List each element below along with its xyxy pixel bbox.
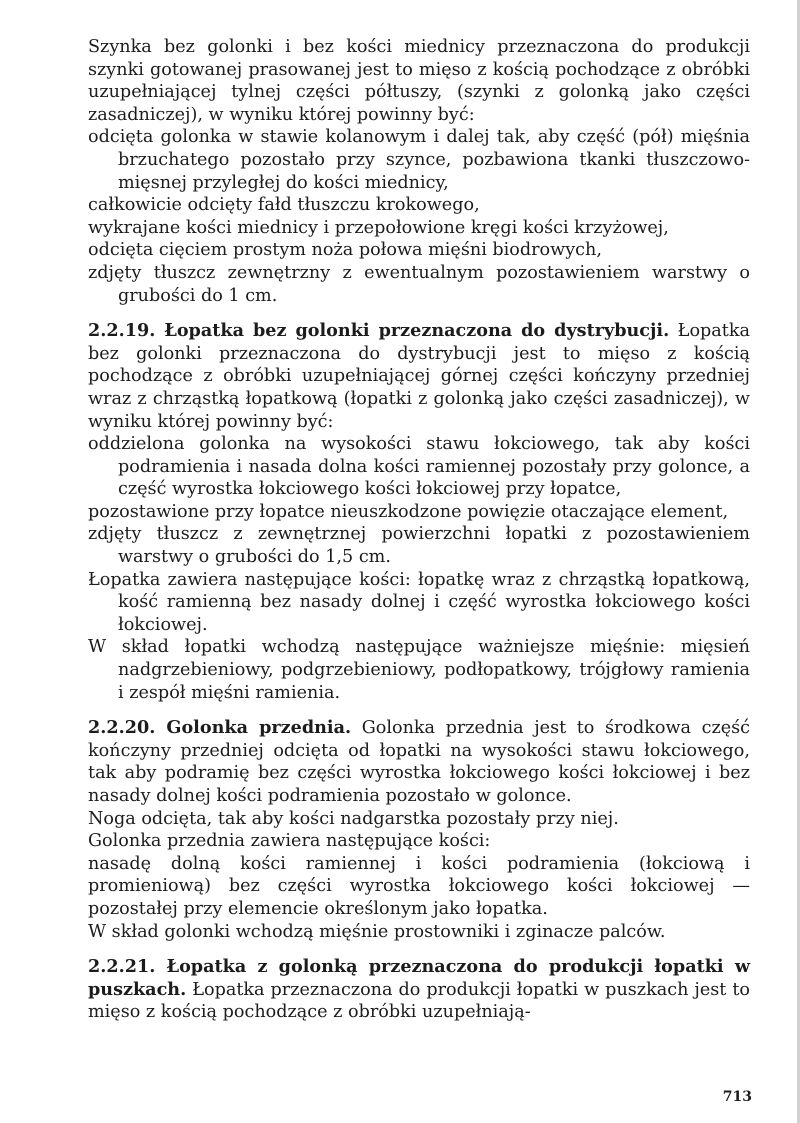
section-2-2-21: [88, 956, 750, 1024]
paragraph: [88, 320, 750, 433]
section-2-2-19: [88, 320, 750, 704]
list-item: odcięta golonka w stawie kolanowym i dalej tak, aby część (pół) mięśnia brzuchatego pozostało przy szynce, pozbawiona tkanki tłuszczowo-mięsnej przyległej do kości miednicy,: [88, 127, 750, 193]
page-number: 713: [722, 1089, 752, 1105]
section-2-2-20: [88, 717, 750, 943]
paragraph: Noga odcięta, tak aby kości nadgarstka pozostały przy niej.: [88, 808, 619, 829]
section-heading: 2.2.19. Łopatka bez golonki przeznaczona do dystrybucji.: [88, 320, 670, 342]
section-heading: 2.2.20. Golonka przednia.: [88, 717, 352, 739]
list-item: odcięta cięciem prostym noża połowa mięśni biodrowych,: [88, 240, 602, 261]
list-item: całkowicie odcięty fałd tłuszczu krokowego,: [88, 195, 480, 216]
paragraph: Łopatka zawiera następujące kości: łopatkę wraz z chrząstką łopatkową, kość ramienną bez nasady dolnej i część wyrostka łokciowego kości łokciowej.: [88, 569, 750, 635]
list-item: wykrajane kości miednicy i przepołowione kręgi kości krzyżowej,: [88, 217, 669, 238]
paragraph: nasadę dolną kości ramiennej i kości podramienia (łokciową i promieniową) bez części wyrostka łokciowego kości łokciowej — pozostałej przy elemencie określonym jako łopatka.: [88, 853, 750, 919]
paragraph: Szynka bez golonki i bez kości miednicy przeznaczona do produkcji szynki gotowanej prasowanej jest to mięso z kością pochodzące z obróbki uzupełniającej tylnej części półtuszy, (szynki z golonką jako części zasadniczej), w wyniku której powinny być:: [88, 37, 750, 125]
paragraph: [88, 717, 750, 807]
paragraph: W skład łopatki wchodzą następujące ważniejsze mięśnie: mięsień nadgrzebieniowy, podgrzebieniowy, podłopatkowy, trójgłowy ramienia i zespół mięśni ramienia.: [88, 637, 750, 703]
section-text: Golonka przednia jest to środkowa część kończyny przedniej odcięta od łopatki na wysokości stawu łokciowego, tak aby podramię bez części wyrostka łokciowego kości łokciowej i bez nasady dolnej kości podramienia pozostało w golonce.: [88, 718, 751, 806]
paragraph: Golonka przednia zawiera następujące kości:: [88, 831, 491, 852]
list-item: oddzielona golonka na wysokości stawu łokciowego, tak aby kości podramienia i nasada dolna kości ramiennej pozostały przy golonce, a część wyrostka łokciowego kości łokciowej przy łopatce,: [88, 434, 750, 500]
list-item: pozostawione przy łopatce nieuszkodzone powięzie otaczające element,: [88, 501, 729, 522]
section-text: Łopatka przeznaczona do produkcji łopatki w puszkach jest to mięso z kością pochodzące z obróbki uzupełniają-: [88, 979, 750, 1023]
paragraph: W skład golonki wchodzą mięśnie prostowniki i zginacze palców.: [88, 921, 666, 942]
section-heading: 2.2.21. Łopatka z golonką przeznaczona do produkcji łopatki w puszkach.: [88, 956, 750, 1000]
paragraph: [88, 956, 750, 1024]
section-ham: [88, 36, 750, 307]
section-text: Łopatka bez golonki przeznaczona do dystrybucji jest to mięso z kością pochodzące z obróbki uzupełniającej górnej części kończyny przedniej wraz z chrząstką łopatkową (łopatki z golonką jako części zasadniczej), w wyniku której powinny być:: [88, 321, 751, 432]
list-item: zdjęty tłuszcz z zewnętrznej powierzchni łopatki z pozostawieniem warstwy o grubości do 1,5 cm.: [88, 524, 750, 568]
list-item: zdjęty tłuszcz zewnętrzny z ewentualnym pozostawieniem warstwy o grubości do 1 cm.: [88, 262, 750, 306]
